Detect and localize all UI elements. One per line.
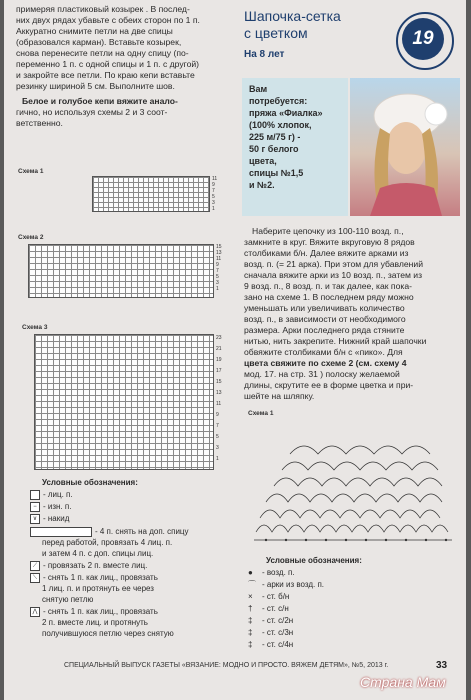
body-line: мод. 17. на стр. 31 ) полоску желаемой <box>244 369 400 379</box>
materials-line: пряжа «Фиалка» <box>249 108 323 118</box>
intro-line: и закройте все петли. По краю кепи вставьте <box>16 70 195 80</box>
intro-line: переменно 1 п. с одной спицы и 1 п. с другой) <box>16 59 200 69</box>
body-line: зано на схеме 1. В последнем ряду можно <box>244 292 414 302</box>
materials-line: потребуется: <box>249 96 308 106</box>
materials-line: 225 м/75 г) - <box>249 132 301 142</box>
para2-line: гично, но используя схемы 2 и 3 соот- <box>16 107 168 117</box>
row-number: 17 <box>216 368 222 374</box>
body-line: возд. п. (= 21 арка). При этом для убавлений <box>244 259 423 269</box>
skp-symbol-icon: ⟍ <box>30 573 40 583</box>
body-line: длины, скрутите ее в форме цветка и при- <box>244 380 414 390</box>
legend-item: - 4 п. снять на доп. спицу <box>30 527 189 538</box>
legend-item: ⟋ - провязать 2 п. вместе лиц. <box>30 561 147 572</box>
watermark-logo: Страна Мам <box>360 674 446 690</box>
body-line: столбиками б/н. Далее вяжите арками из <box>244 248 409 258</box>
trtr-symbol-icon: ‡ <box>248 640 253 649</box>
row-number: 19 <box>216 357 222 363</box>
row-number: 5 <box>216 434 219 440</box>
girl-in-hat-photo <box>350 78 460 216</box>
row-number: 9 <box>216 412 219 418</box>
row-number: 11 <box>216 401 222 407</box>
legend-item: ∨ - накид <box>30 514 69 525</box>
legend-item: - лиц. п. <box>30 490 73 501</box>
para2-line: Белое и голубое кепи вяжите анало- <box>22 96 178 106</box>
size-label: На 8 лет <box>244 49 285 60</box>
cable-symbol-icon <box>30 527 92 537</box>
intro-line: них двух рядах убавьте с обеих сторон по 1 п. <box>16 15 200 25</box>
legend-title: Условные обозначения: <box>42 478 138 487</box>
row-number: 3 <box>216 445 219 451</box>
intro-line: (образовался карман). Вставьте козырек, <box>16 37 182 47</box>
row-number: 15 <box>216 379 222 385</box>
materials-line: 50 г белого <box>249 144 299 154</box>
legend-right-item: × - ст. б/н <box>248 592 290 601</box>
legend-item-cont: 1 лиц. п. и протянуть ее через <box>42 584 154 593</box>
k2tog-symbol-icon: ⟋ <box>30 561 40 571</box>
materials-line: и №2. <box>249 180 275 190</box>
row-number: 11 <box>212 176 218 182</box>
body-line: шейте на шляпку. <box>244 391 315 401</box>
row-number: 9 <box>212 182 215 188</box>
row-number: 1 <box>216 456 219 462</box>
crochet-scheme-label: Схема 1 <box>248 410 274 417</box>
row-number: 9 <box>216 262 219 268</box>
legend-item-cont: снятую петлю <box>42 595 94 604</box>
legend-item-cont: получившуюся петлю через снятую <box>42 629 174 638</box>
row-number: 7 <box>216 423 219 429</box>
intro-line: Аккуратно снимите петли на две спицы <box>16 26 173 36</box>
legend-item: ⟍ - снять 1 п. как лиц., провязать <box>30 573 158 584</box>
article-subtitle: с цветком <box>244 25 308 41</box>
para2-line: ветственно. <box>16 118 63 128</box>
legend-item: ⋀ - снять 1 п. как лиц., провязать <box>30 607 158 618</box>
body-line: замкните в круг. Вяжите вкруговую 8 рядов <box>244 237 415 247</box>
tr-symbol-icon: ‡ <box>248 616 253 625</box>
legend-right-item: † - ст. с/н <box>248 604 289 613</box>
purl-symbol-icon: − <box>30 502 40 512</box>
legend-item-cont: и затем 4 п. с доп. спицы лиц. <box>42 549 154 558</box>
body-line: возд. п., в зависимости от необходимого <box>244 314 406 324</box>
body-line: Наберите цепочку из 100-110 возд. п., <box>252 226 404 236</box>
body-line: обвяжите столбиками б/н с «пико». Для <box>244 347 403 357</box>
legend-right-item: ‡ - ст. с/4н <box>248 640 294 649</box>
dc-symbol-icon: † <box>248 604 253 613</box>
page-number: 33 <box>436 660 448 671</box>
row-number: 11 <box>216 256 222 262</box>
row-number: 7 <box>216 268 219 274</box>
article-title: Шапочка-сетка <box>244 8 341 24</box>
yarn-over-symbol-icon: ∨ <box>30 514 40 524</box>
scheme-1-grid <box>92 176 210 212</box>
materials-line: цвета, <box>249 156 277 166</box>
body-line: уменьшать или увеличивать количество <box>244 303 405 313</box>
scheme-2-grid <box>28 244 214 298</box>
scheme-3-grid <box>34 334 214 470</box>
knit-symbol-icon <box>30 490 40 500</box>
row-number: 21 <box>216 346 222 352</box>
row-number: 7 <box>212 188 215 194</box>
row-number: 15 <box>216 244 222 250</box>
intro-line: снова перенесите петли на одну спицу (по- <box>16 48 189 58</box>
body-line: нитью, нить закрепите. Нижний край шапочки <box>244 336 427 346</box>
row-number: 23 <box>216 335 222 341</box>
legend-right-title: Условные обозначения: <box>266 556 362 565</box>
body-line: цвета свяжите по схеме 2 (см. схему 4 <box>244 358 407 368</box>
scheme-2-label: Схема 2 <box>18 234 44 241</box>
scheme-1-label: Схема 1 <box>18 168 44 175</box>
footer-text: СПЕЦИАЛЬНЫЙ ВЫПУСК ГАЗЕТЫ «ВЯЗАНИЕ: МОДНО И ПРОСТО. ВЯЖЕМ ДЕТЯМ», №5, 2013 г. <box>64 662 389 669</box>
sk2p-symbol-icon: ⋀ <box>30 607 40 617</box>
row-number: 13 <box>216 250 222 256</box>
model-number-badge: 19 <box>402 18 444 60</box>
legend-item: − - изн. п. <box>30 502 71 513</box>
legend-right-item: ⌒ - арки из возд. п. <box>248 580 325 589</box>
dtr-symbol-icon: ‡ <box>248 628 253 637</box>
intro-line: резинку шириной 5 см. Выполните шов. <box>16 81 175 91</box>
materials-line: Вам <box>249 84 268 94</box>
row-number: 1 <box>216 286 219 292</box>
body-line: 9 возд. п., 8 возд. п. и так далее, как пока- <box>244 281 412 291</box>
materials-line: спицы №1,5 <box>249 168 304 178</box>
magazine-page <box>4 0 466 700</box>
materials-line: (100% хлопок, <box>249 120 312 130</box>
crochet-diagram <box>246 432 460 548</box>
arch-symbol-icon: ⌒ <box>248 580 256 589</box>
legend-item-cont: 2 п. вместе лиц. и протянуть <box>42 618 148 627</box>
legend-right-item: ● - возд. п. <box>248 568 295 577</box>
sc-symbol-icon: × <box>248 592 253 601</box>
body-line: размера. Арки последнего ряда стяните <box>244 325 405 335</box>
body-line: сначала вяжите арки из 10 возд. п., затем из <box>244 270 423 280</box>
row-number: 3 <box>216 280 219 286</box>
row-number: 13 <box>216 390 222 396</box>
legend-right-item: ‡ - ст. с/2н <box>248 616 294 625</box>
legend-item-cont: перед работой, провязать 4 лиц. п. <box>42 538 173 547</box>
intro-line: примеряя пластиковый козырек . В послед- <box>16 4 190 14</box>
legend-right-item: ‡ - ст. с/3н <box>248 628 294 637</box>
model-photo <box>350 78 460 216</box>
row-number: 5 <box>216 274 219 280</box>
chain-symbol-icon: ● <box>248 568 253 577</box>
row-number: 5 <box>212 194 215 200</box>
row-number: 3 <box>212 200 215 206</box>
scheme-3-label: Схема 3 <box>22 324 48 331</box>
row-number: 1 <box>212 206 215 212</box>
